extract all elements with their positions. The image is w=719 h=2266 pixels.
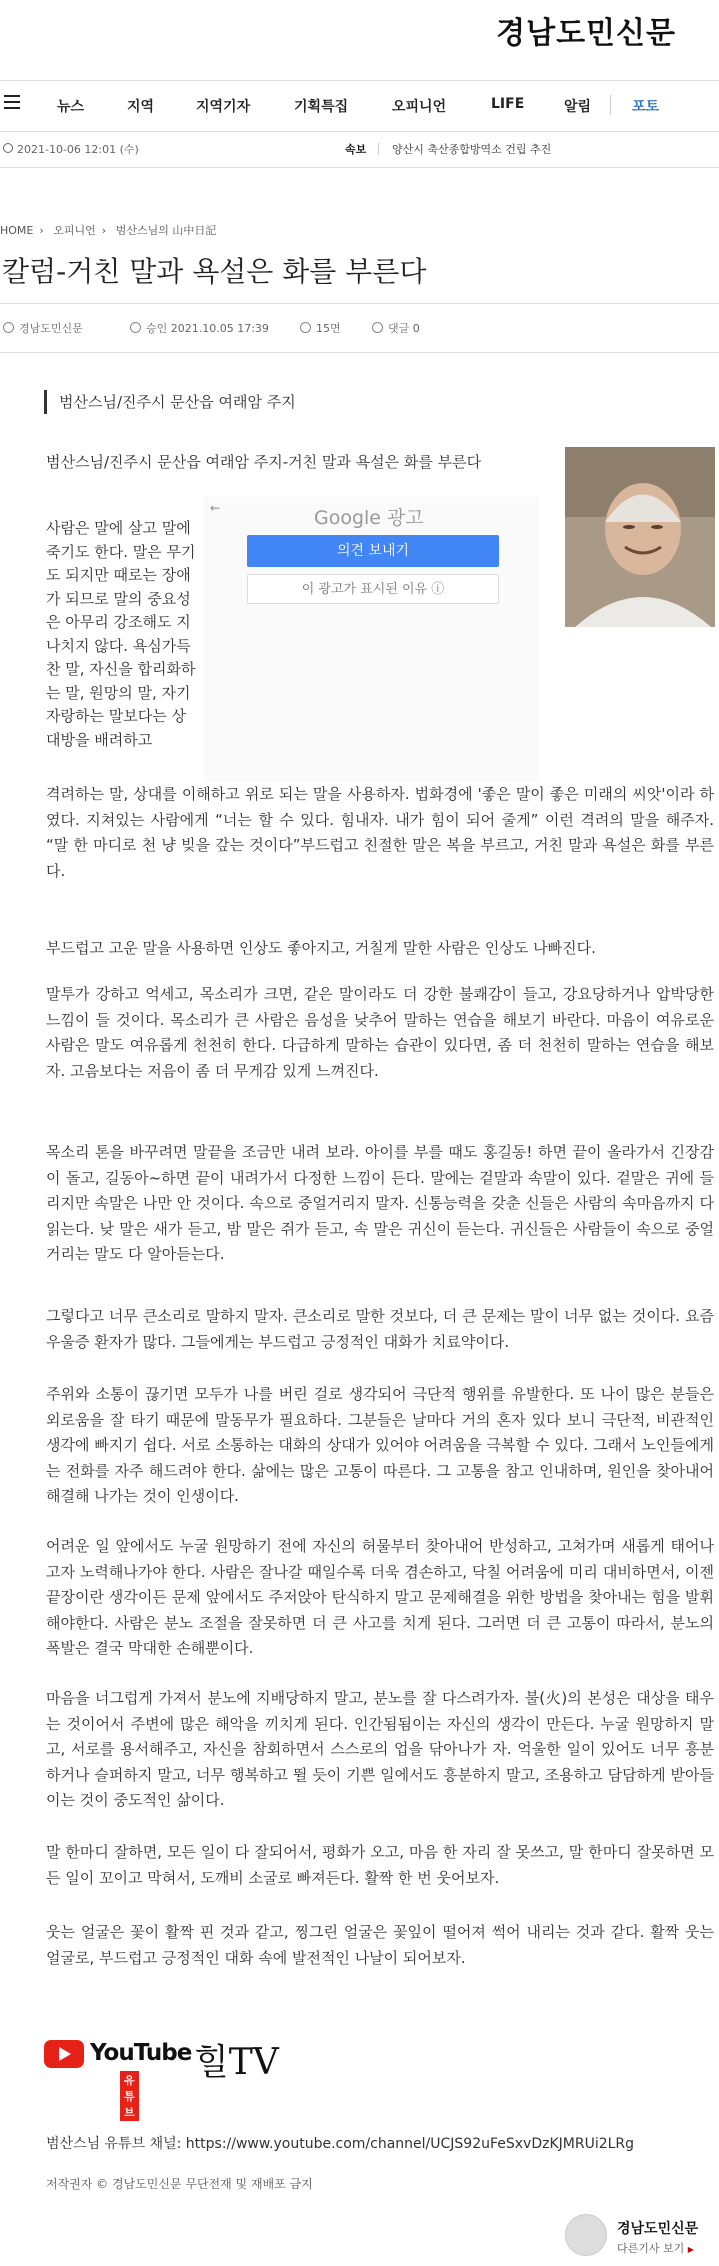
article-paragraph: 그렇다고 너무 큰소리로 말하지 말자. 큰소리로 말한 것보다, 더 큰 문제는 말이 너무 없는 것이다. 요즘 우울증 환자가 많다. 그들에게는 부드럽고 긍정적인 대화가 치료약이다. <box>46 1307 714 1351</box>
nav-divider <box>610 95 611 115</box>
more-articles-label[interactable]: 다른기사 보기 <box>617 2242 685 2255</box>
comments-meta[interactable] <box>372 320 420 336</box>
avatar <box>565 2214 607 2256</box>
nav-item-region[interactable]: 지역 <box>127 99 155 115</box>
breadcrumb <box>0 222 222 238</box>
google-ad <box>204 497 539 782</box>
more-articles-link[interactable] <box>617 2240 694 2256</box>
article-meta <box>0 303 719 353</box>
youtube-channel-link[interactable]: 범산스님 유튜브 채널: https://www.youtube.com/channel/UCJS92uFeSxvDzKJMRUi2LRg <box>46 2136 635 2152</box>
article-paragraph: 주위와 소통이 끊기면 모두가 나를 버린 걸로 생각되어 극단적 행위를 유발한다. 또 나이 많은 분들은 외로움을 잘 타기 때문에 말동무가 필요하다. 그분들은 날마다 거의 혼자 있다 보니 극단적, 비관적인 생각에 빠지기 쉽다. 서로 소통하는 대화의 상대가 있어야 어려움을 극복할 수 있다. 그래서 노인들에게는 전화를 자주 해드려야 한다. 삶에는 많은 고통이 따른다. 그 고통을 참고 인내하며, 원인을 찾아내어 해결해 나가는 것이 인생이다. <box>46 1385 714 1505</box>
publisher-name: 경남도민신문 <box>617 2221 699 2237</box>
arrow-right-icon: ▶ <box>687 2245 694 2254</box>
clock-icon <box>130 322 141 333</box>
ad-why-button[interactable]: 이 광고가 표시된 이유 ⓘ <box>247 574 499 604</box>
news-ticker <box>0 131 719 168</box>
clock-icon <box>3 143 13 153</box>
article-paragraph: 어려운 일 앞에서도 누굴 원망하기 전에 자신의 허물부터 찾아내어 반성하고, 고쳐가며 새롭게 태어나고자 노력해나가야 한다. 사람은 잘나갈 때일수록 더욱 겸손하고, 닥칠 어려움에 미리 대비하면서, 이젠 끝장이란 생각이든 문제 앞에서도 주저앉아 탄식하지 말고 문제해결을 위한 방법을 찾아내는 힘을 발휘해야한다. 사람은 분노 조절을 잘못하면 더 큰 사고를 치게 된다. 그러면 더 큰 고통이 따라서, 분노의 폭발은 결국 막대한 손해뿐이다. <box>46 1537 714 1657</box>
breadcrumb-sep-icon: › <box>101 224 107 237</box>
author-meta <box>3 320 83 336</box>
page-number: 15면 <box>316 322 341 335</box>
article-paragraph: 웃는 얼굴은 꽃이 활짝 핀 것과 같고, 찡그린 얼굴은 꽃잎이 떨어져 썩어 내리는 것과 같다. 활짝 웃는 얼굴로, 부드럽고 긍정적인 대화 속에 발전적인 나날이 되어보자. <box>46 1923 714 1967</box>
article-title: 칼럼-거친 말과 욕설은 화를 부른다 <box>2 255 427 288</box>
ticker-divider <box>378 143 379 155</box>
current-date: 2021-10-06 12:01 (수) <box>17 143 139 156</box>
article-paragraph: 말 한마디 잘하면, 모든 일이 다 잘되어서, 평화가 오고, 마음 한 자리 잘 못쓰고, 말 한마디 잘못하면 모든 일이 꼬이고 막혀서, 도깨비 소굴로 빠져든다. 활짝 한 번 웃어보자. <box>46 1843 714 1887</box>
nav-item-reporter[interactable]: 지역기자 <box>196 99 251 115</box>
heal-tv-logo: 힐TV <box>194 2042 279 2083</box>
ad-brand: Google 광고 <box>314 507 424 529</box>
article-paragraph: 격려하는 말, 상대를 이해하고 위로 되는 말을 사용하자. 법화경에 '좋은 말이 좋은 미래의 씨앗'이라 하였다. 지쳐있는 사람에게 “너는 할 수 있다. 힘내자. 내가 힘이 되어 줄게” 이런 격려의 말을 해주자. “말 한 마디로 천 냥 빚을 갚는 것이다”부드럽고 친절한 말은 복을 부르고, 거친 말과 욕설은 화를 부른다. <box>46 785 714 880</box>
nav-item-photo[interactable]: 포토 <box>632 99 660 115</box>
breaking-label: 속보 <box>345 143 367 156</box>
author: 경남도민신문 <box>19 322 83 335</box>
author-photo <box>565 447 715 627</box>
ad-feedback-button[interactable]: 의견 보내기 <box>247 535 499 567</box>
breaking-headline[interactable]: 양산시 축산종합방역소 건립 추진 <box>392 143 552 156</box>
breadcrumb-section[interactable]: 범산스님의 山中日記 <box>115 224 217 237</box>
approved-meta <box>130 320 269 336</box>
user-icon <box>3 322 14 333</box>
nav-item-feature[interactable]: 기획특집 <box>294 99 349 115</box>
menu-icon[interactable] <box>4 95 20 109</box>
nav-item-news[interactable]: 뉴스 <box>57 99 85 115</box>
article-lead: 범산스님/진주시 문산읍 여래암 주지 <box>44 390 296 414</box>
nav-item-notice[interactable]: 알림 <box>564 99 592 115</box>
main-nav <box>0 80 719 132</box>
breadcrumb-opinion[interactable]: 오피니언 <box>53 224 96 237</box>
breadcrumb-sep-icon: › <box>39 224 44 237</box>
site-logo[interactable]: 경남도민신문 <box>496 16 676 51</box>
article-paragraph: 목소리 톤을 바꾸려면 말끝을 조금만 내려 보라. 아이를 부를 때도 홍길동! 하면 끝이 올라가서 긴장감이 돌고, 길동아~하면 끝이 내려가서 다정한 느낌이 든다. 말에는 겉말과 속말이 있다. 겉말은 귀에 들리지만 속말은 나만 안 것이다. 속으로 중얼거리지 말자. 신통능력을 갖춘 신들은 사람의 속마음까지 다 읽는다. 낮 말은 새가 듣고, 밤 말은 쥐가 듣고, 속 말은 귀신이 듣는다. 귀신들은 사람들이 속으로 중얼거리는 말도 다 알아듣는다. <box>46 1143 714 1263</box>
comment-icon <box>372 322 383 333</box>
article-paragraph-wrap: 사람은 말에 살고 말에 죽기도 한다. 말은 무기도 되지만 때로는 장애가 되므로 말의 중요성은 아무리 강조해도 지나치지 않다. 욕심가득 찬 말, 자신을 합리화하는 말, 원망의 말, 자기자랑하는 말보다는 상대방을 배려하고 <box>46 519 196 749</box>
comment-count[interactable]: 댓글 0 <box>388 322 420 335</box>
article-paragraph: 부드럽고 고운 말을 사용하면 인상도 좋아지고, 거칠게 말한 사람은 인상도 나빠진다. <box>46 939 596 957</box>
youtube-word: YouTube <box>90 2040 192 2066</box>
youtube-icon <box>44 2040 84 2068</box>
nav-item-opinion[interactable]: 오피니언 <box>392 99 447 115</box>
article-paragraph: 말투가 강하고 억세고, 목소리가 크면, 같은 말이라도 더 강한 불쾌감이 들고, 강요당하거나 압박당한 느낌이 들 것이다. 목소리가 큰 사람은 음성을 낮추어 말하는 연습을 해보기 바란다. 마음이 여유로운 사람은 말도 여유롭게 천천히 한다. 다급하게 말하는 습관이 있다면, 좀 더 천천히 말하는 연습을 해보자. 고음보다는 저음이 좀 더 무게감 있게 느껴진다. <box>46 985 714 1080</box>
article-paragraph: 마음을 너그럽게 가져서 분노에 지배당하지 말고, 분노를 잘 다스려가자. 불(火)의 본성은 대상을 태우는 것이어서 주변에 많은 해악을 끼치게 된다. 인간됨됨이는 자신의 생각이 만든다. 누굴 원망하지 말고, 서로를 용서해주고, 자신을 참회하면서 스스로의 업을 닦아나가 자. 억울한 일이 있어도 너무 흥분하거나 슬퍼하지 말고, 너무 행복하고 뛸 듯이 기쁜 일에서도 흥분하지 말고, 조용하고 담담하게 받아들이는 것이 중도적인 삶이다. <box>46 1689 714 1809</box>
approved-date: 승인 2021.10.05 17:39 <box>146 322 269 335</box>
article-byline: 범산스님/진주시 문산읍 여래암 주지-거친 말과 욕설은 화를 부른다 <box>46 453 482 471</box>
page-icon <box>300 322 311 333</box>
breadcrumb-home[interactable]: HOME <box>0 224 34 237</box>
page-meta <box>300 320 341 336</box>
copyright-notice: 저작권자 © 경남도민신문 무단전재 및 재배포 금지 <box>46 2177 313 2191</box>
back-icon[interactable]: ← <box>210 501 221 515</box>
youtube-sub-label: 유튜브 <box>120 2071 139 2121</box>
nav-item-life[interactable]: LIFE <box>491 96 525 112</box>
